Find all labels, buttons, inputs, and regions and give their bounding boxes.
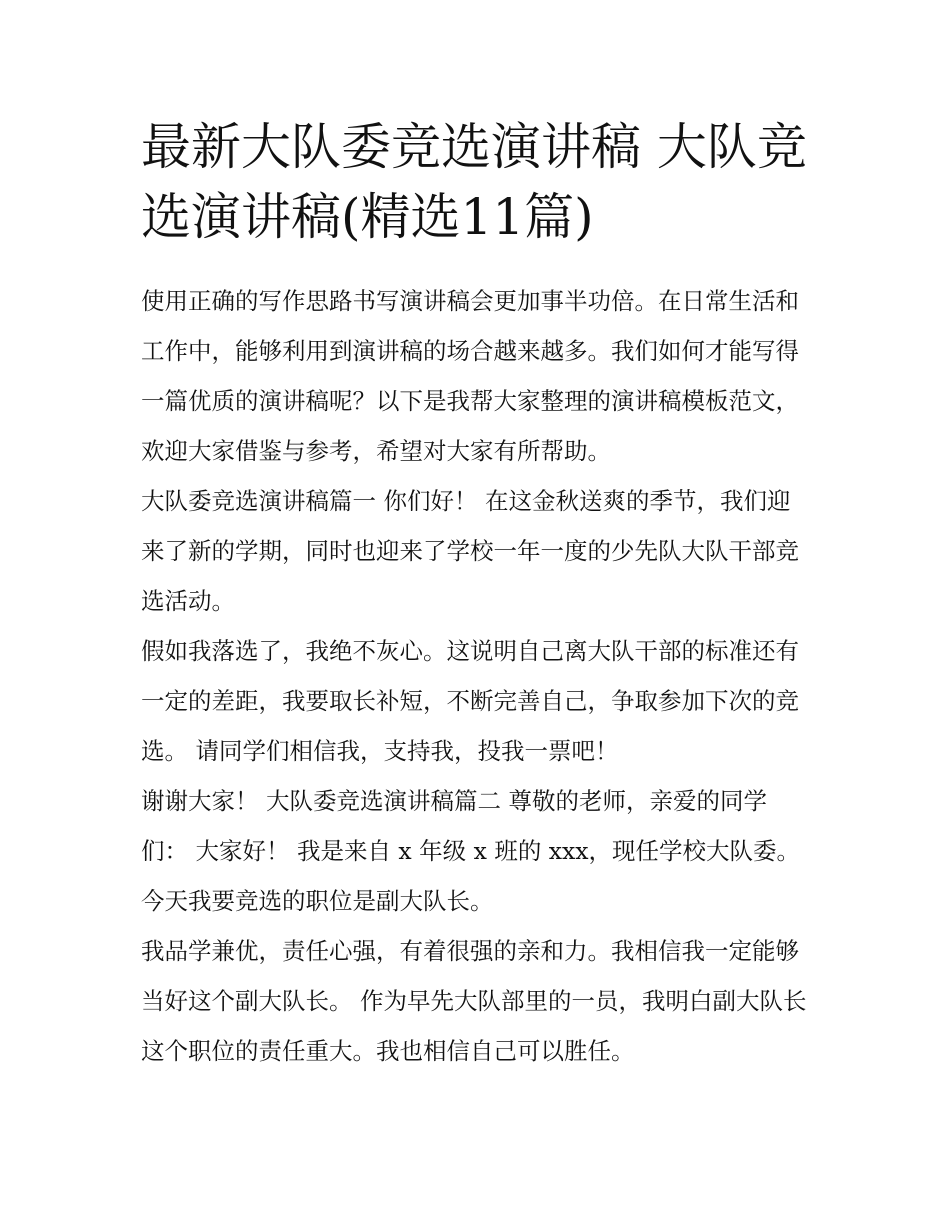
document-body: [141, 276, 813, 1076]
paragraph-intro: 使用正确的写作思路书写演讲稿会更加事半功倍。在日常生活和工作中，能够利用到演讲稿的场合越来越多。我们如何才能写得一篇优质的演讲稿呢？以下是我帮大家整理的演讲稿模板范文，欢迎大家借鉴与参考，希望对大家有所帮助。: [141, 287, 799, 465]
paragraph-speech-one-closing: 假如我落选了，我绝不灰心。这说明自己离大队干部的标准还有一定的差距，我要取长补短，不断完善自己，争取参加下次的竞选。 请同学们相信我，支持我，投我一票吧！: [141, 637, 799, 765]
paragraph-speech-two-opening: 谢谢大家！ 大队委竞选演讲稿篇二 尊敬的老师，亲爱的同学们： 大家好！ 我是来自 x 年级 x 班的 xxx，现任学校大队委。今天我要竞选的职位是副大队长。: [141, 787, 801, 915]
paragraph-speech-two-body: 我品学兼优，责任心强，有着很强的亲和力。我相信我一定能够当好这个副大队长。 作为早先大队部里的一员，我明白副大队长这个职位的责任重大。我也相信自己可以胜任。: [141, 937, 807, 1065]
document-title: 最新大队委竞选演讲稿 大队竞选演讲稿(精选11篇): [141, 118, 807, 246]
paragraph-speech-one-opening: 大队委竞选演讲稿篇一 你们好！ 在这金秋送爽的季节，我们迎来了新的学期，同时也迎来了学校一年一度的少先队大队干部竞选活动。: [141, 487, 799, 615]
document-page: [141, 112, 813, 1076]
